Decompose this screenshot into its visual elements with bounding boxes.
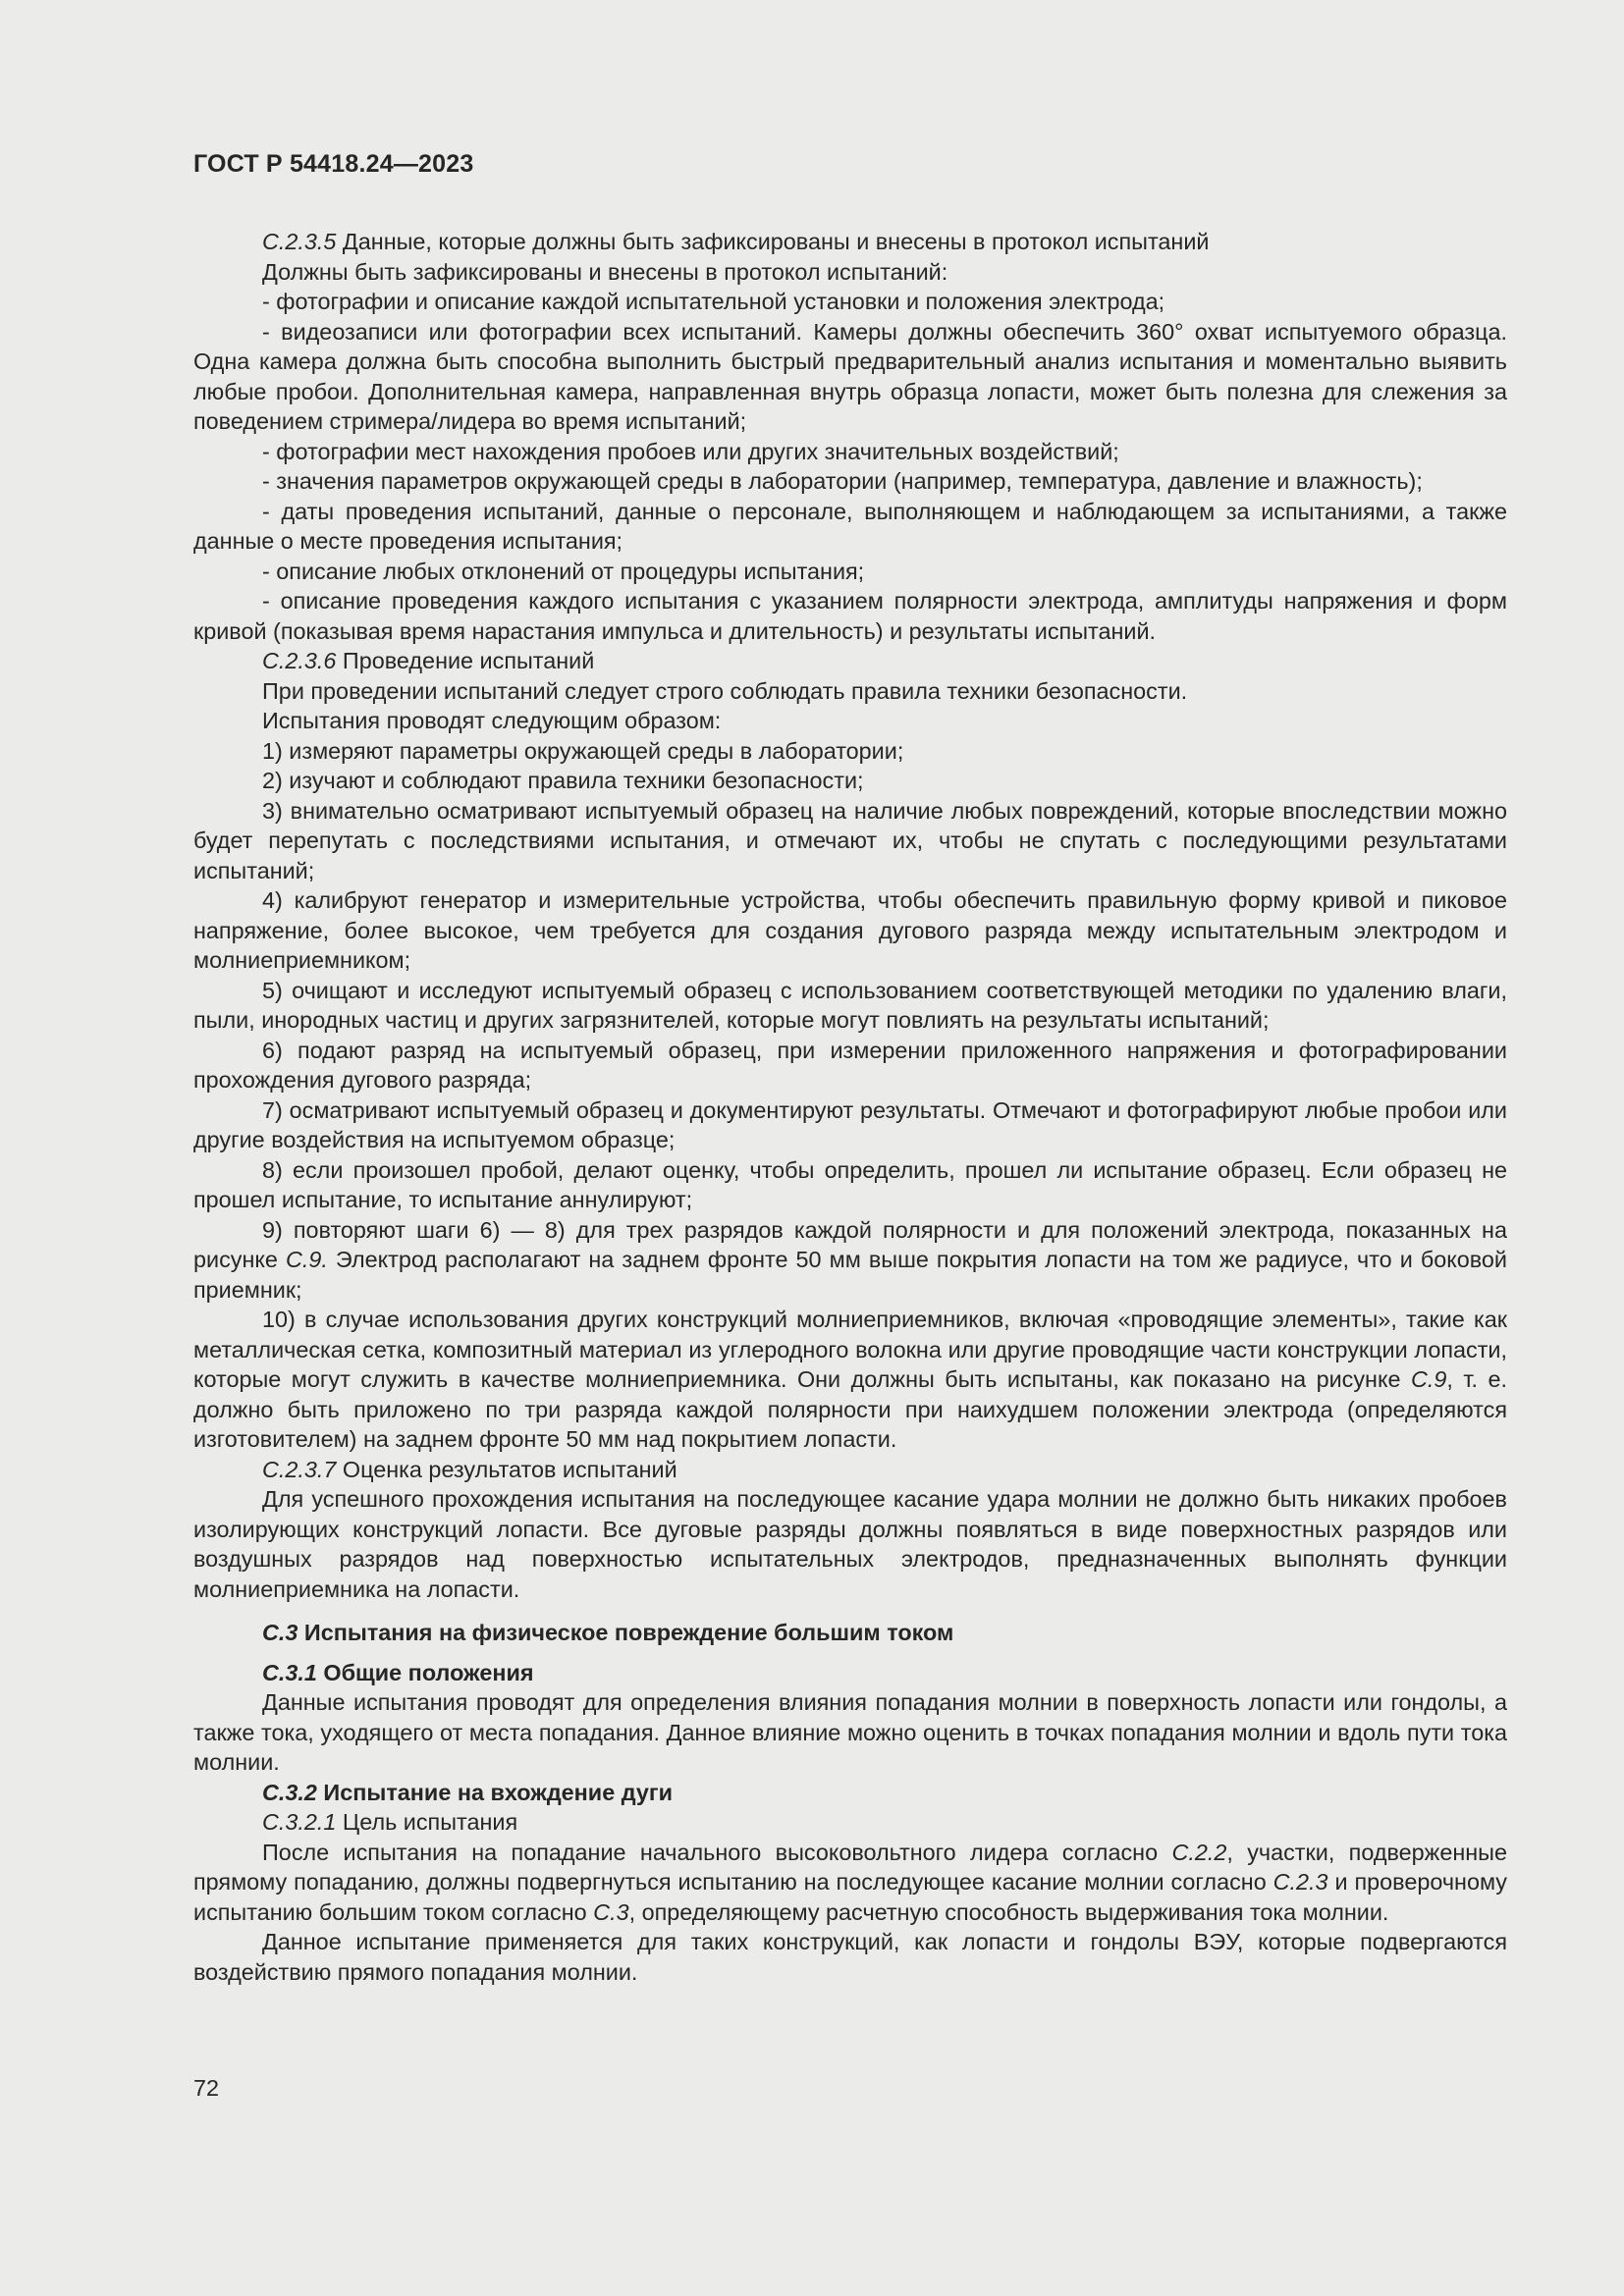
paragraph: Должны быть зафиксированы и внесены в протокол испытаний:	[262, 258, 948, 285]
paragraph-c-2-3-7: C.2.3.7 Оценка результатов испытаний	[262, 1456, 677, 1482]
section-heading-c-3-2: C.3.2 Испытание на вхождение дуги	[262, 1779, 673, 1805]
list-item: 3) внимательно осматривают испытуемый образец на наличие любых повреждений, которые впоследствии можно будет перепутать с последствиями испытания, и отмечают их, чтобы не спутать с последующими результатами испытаний;	[193, 797, 1507, 883]
list-item: - видеозаписи или фотографии всех испытаний. Камеры должны обеспечить 360° охват испытуемого образца. Одна камера должна быть способна выполнить быстрый предварительный анализ испытания и моментально выявить любые пробои. Дополнительная камера, направленная внутрь образца лопасти, может быть полезна для слежения за поведением стримера/лидера во время испытаний;	[193, 318, 1507, 434]
paragraph: Для успешного прохождения испытания на последующее касание удара молнии не должно быть никаких пробоев изолирующих конструкций лопасти. Все дуговые разряды должны появляться в виде поверхностных разрядов или воздушных разрядов над поверхностью испытательных электродов, предназначенных выполнять функции молниеприемника на лопасти.	[193, 1486, 1507, 1602]
paragraph: Испытания проводят следующим образом:	[262, 708, 722, 733]
paragraph-c-2-3-6: C.2.3.6 Проведение испытаний	[262, 648, 595, 673]
subsection-c-3-2-1: C.3.2.1 Цель испытания	[262, 1809, 518, 1835]
paragraph: Данное испытание применяется для таких конструкций, как лопасти и гондолы ВЭУ, которые подвергаются воздействию прямого попадания молнии.	[193, 1929, 1507, 1985]
paragraph: Данные испытания проводят для определения влияния попадания молнии в поверхность лопасти или гондолы, а также тока, уходящего от места попадания. Данное влияние можно оценить в точках попадания молнии и вдоль пути тока молнии.	[193, 1689, 1507, 1775]
paragraph-c-2-3-5: C.2.3.5 Данные, которые должны быть зафиксированы и внесены в протокол испытаний	[262, 229, 1210, 254]
list-item: 9) повторяют шаги 6) — 8) для трех разрядов каждой полярности и для положений электрода, показанных на рисунке C.9. Электрод располагают на заднем фронте 50 мм выше покрытия лопасти на том же радиусе, что и боковой приемник;	[193, 1216, 1507, 1303]
page-number: 72	[193, 2075, 220, 2101]
document-header: ГОСТ Р 54418.24—2023	[193, 150, 474, 178]
list-item: 7) осматривают испытуемый образец и документируют результаты. Отмечают и фотографируют любые пробои или другие воздействия на испытуемом образце;	[193, 1096, 1507, 1152]
list-item: - описание проведения каждого испытания с указанием полярности электрода, амплитуды напряжения и форм кривой (показывая время нарастания импульса и длительность) и результаты испытаний.	[193, 588, 1507, 644]
list-item: 8) если произошел пробой, делают оценку, чтобы определить, прошел ли испытание образец. Если образец не прошел испытание, то испытание аннулируют;	[193, 1156, 1507, 1212]
section-heading-c-3: C.3 Испытания на физическое повреждение большим током	[262, 1620, 954, 1645]
list-item: - значения параметров окружающей среды в лаборатории (например, температура, давление и влажность);	[262, 468, 1423, 494]
paragraph: После испытания на попадание начального высоковольтного лидера согласно C.2.2, участки, подверженные прямому попаданию, должны подвергнуться испытанию на последующее касание молнии согласно C.2.3 и проверочному испытанию большим током согласно C.3, определяющему расчетную способность выдерживания тока молнии.	[193, 1839, 1507, 1925]
list-item: 4) калибруют генератор и измерительные устройства, чтобы обеспечить правильную форму кривой и пиковое напряжение, более высокое, чем требуется для создания дугового разряда между испытательным электродом и молниеприемником;	[193, 887, 1507, 973]
list-item: 6) подают разряд на испытуемый образец, при измерении приложенного напряжения и фотографировании прохождения дугового разряда;	[193, 1037, 1507, 1093]
list-item: 5) очищают и исследуют испытуемый образец с использованием соответствующей методики по удалению влаги, пыли, инородных частиц и других загрязнителей, которые могут повлиять на результаты испытаний;	[193, 977, 1507, 1033]
list-item: 2) изучают и соблюдают правила техники безопасности;	[262, 768, 864, 793]
list-item: - фотографии и описание каждой испытательной установки и положения электрода;	[262, 289, 1165, 314]
document-body	[193, 227, 1507, 1987]
paragraph: При проведении испытаний следует строго соблюдать правила техники безопасности.	[262, 677, 1188, 704]
list-item: 1) измеряют параметры окружающей среды в лаборатории;	[262, 737, 904, 764]
section-heading-c-3-1: C.3.1 Общие положения	[262, 1659, 534, 1685]
list-item: 10) в случае использования других конструкций молниеприемников, включая «проводящие элементы», такие как металлическая сетка, композитный материал из углеродного волокна или другие проводящие части конструкции лопасти, которые могут служить в качестве молниеприемника. Они должны быть испытаны, как показано на рисунке C.9, т. е. должно быть приложено по три разряда каждой полярности при наихудшем положении электрода (определяются изготовителем) на заднем фронте 50 мм над покрытием лопасти.	[193, 1307, 1507, 1452]
list-item: - даты проведения испытаний, данные о персонале, выполняющем и наблюдающем за испытаниями, а также данные о месте проведения испытания;	[193, 498, 1507, 554]
list-item: - описание любых отклонений от процедуры испытания;	[262, 558, 865, 584]
list-item: - фотографии мест нахождения пробоев или других значительных воздействий;	[262, 438, 1119, 464]
